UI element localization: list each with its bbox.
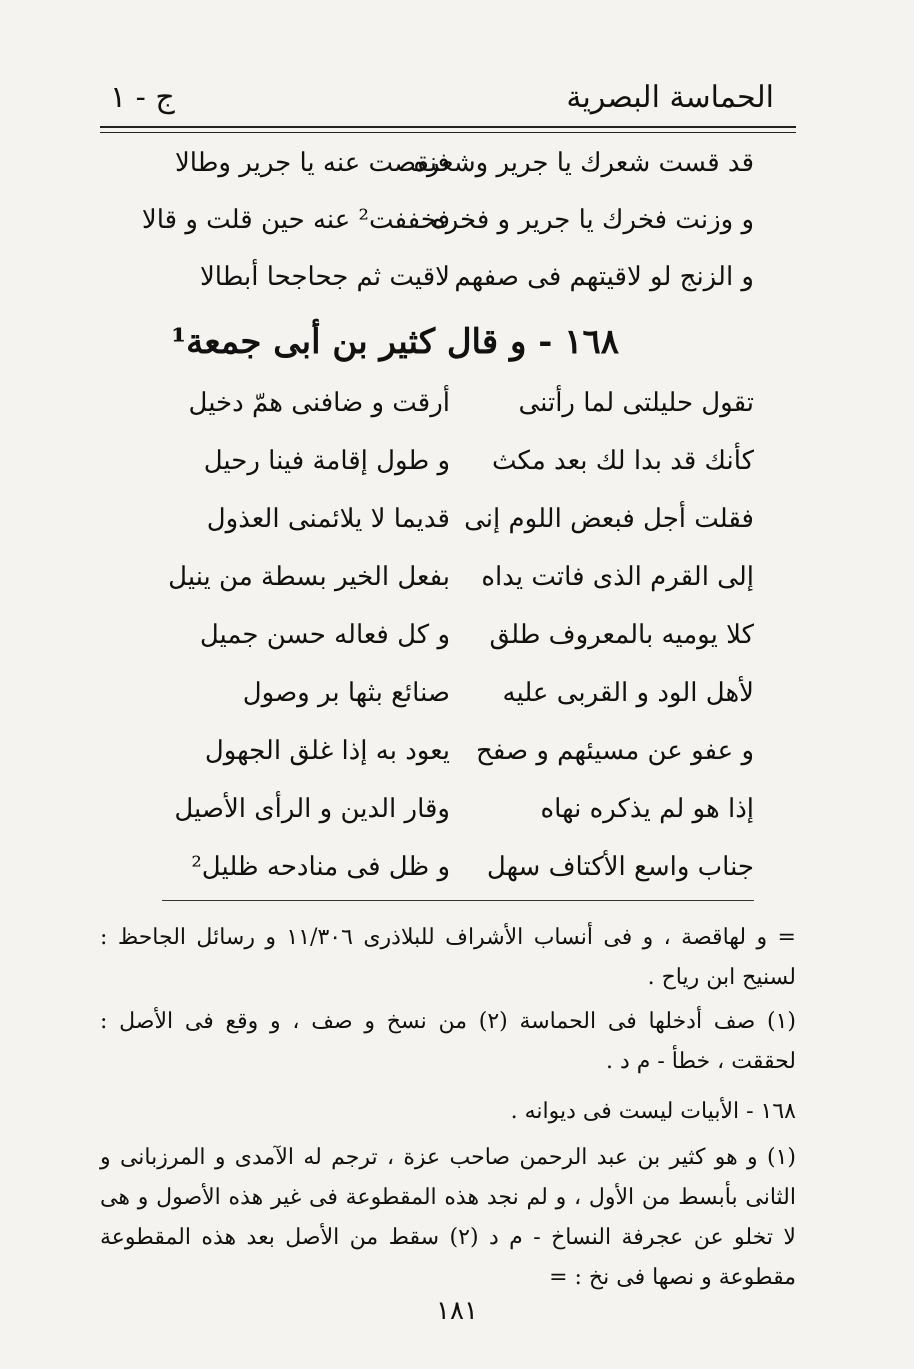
verse-line [150,446,754,502]
book-title: الحماسة البصرية [566,79,774,115]
header-rule-thin [100,132,796,133]
footnote-separator [162,900,754,901]
verse-first-hemistich: فقلت أجل فبعض اللوم إنى [464,504,754,534]
verse-line [150,148,754,204]
verse-line [150,262,754,318]
verse-first-hemistich: تقول حليلتى لما رأتنى [518,388,754,418]
verse-first-hemistich: و الزنج لو لاقيتهم فى صفهم [454,262,754,292]
verse-second-hemistich: فخففت² عنه حين قلت و قالا [141,205,450,235]
footnote: (١) و هو كثير بن عبد الرحمن صاحب عزة ، ترجم له الآمدى و المرزبانى و الثانى بأبسط من الأول ، و لم نجد هذه المقطوعة فى غير هذه الأصول و هى لا تخلو عن عجرفة النساخ - م د (٢) سقط من الأصل بعد هذه المقطوعة مقطوعة و نصها فى نخ : = [100,1145,796,1290]
verse-first-hemistich: و عفو عن مسيئهم و صفح [476,736,754,766]
verse-second-hemistich: لاقيت ثم جحاجحا أبطالا [199,262,450,292]
verse-line [150,794,754,850]
verse-second-hemistich: بفعل الخير بسطة من ينيل [168,562,450,592]
verse-second-hemistich: و ظل فى منادحه ظليل² [191,852,450,882]
verse-line [150,678,754,734]
verse-second-hemistich: يعود به إذا غلق الجهول [204,736,450,766]
verse-line [150,736,754,792]
verse-first-hemistich: إذا هو لم يذكره نهاه [540,794,754,824]
verse-first-hemistich: لأهل الود و القربى عليه [502,678,754,708]
verse-second-hemistich: قديما لا يلائمنى العذول [206,504,450,534]
verse-second-hemistich: و طول إقامة فينا رحيل [203,446,450,476]
verse-line [150,504,754,560]
verse-line [150,388,754,444]
verse-line [141,205,754,261]
volume-label: ج - ١ [110,79,175,115]
verse-line [150,620,754,676]
verse-second-hemistich: صنائع بثها بر وصول [242,678,450,708]
verse-first-hemistich: قد قست شعرك يا جرير وشعره [413,148,754,178]
footnote: (١) صف أدخلها فى الحماسة (٢) من نسخ و صف ، و وقع فى الأصل : لحققت ، خطأ - م د . [100,1009,796,1074]
verse-first-hemistich: كلا يوميه بالمعروف طلق [489,620,754,650]
verse-second-hemistich: وقار الدين و الرأى الأصيل [174,794,450,824]
section-title: ١٦٨ - و قال كثير بن أبى جمعة¹ [171,322,619,362]
verse-first-hemistich: جناب واسع الأكتاف سهل [486,852,754,882]
verse-first-hemistich: إلى القرم الذى فاتت يداه [481,562,754,592]
page-number: ١٨١ [436,1296,478,1326]
verse-second-hemistich: و كل فعاله حسن جميل [199,620,450,650]
verse-second-hemistich: أرقت و ضافنى همّ دخيل [188,388,450,418]
verse-first-hemistich: و وزنت فخرك يا جرير و فخره [432,205,754,235]
footnote: = و لهاقصة ، و فى أنساب الأشراف للبلاذرى ١١/٣٠٦ و رسائل الجاحظ : لسنيح ابن رياح . [100,925,796,990]
verse-line [150,562,754,618]
verse-second-hemistich: فنقصت عنه يا جرير وطالا [174,148,450,178]
header-rule [100,126,796,128]
verse-first-hemistich: كأنك قد بدا لك بعد مكث [491,446,754,476]
running-header [110,72,774,122]
footnote: ١٦٨ - الأبيات ليست فى ديوانه . [510,1099,796,1124]
